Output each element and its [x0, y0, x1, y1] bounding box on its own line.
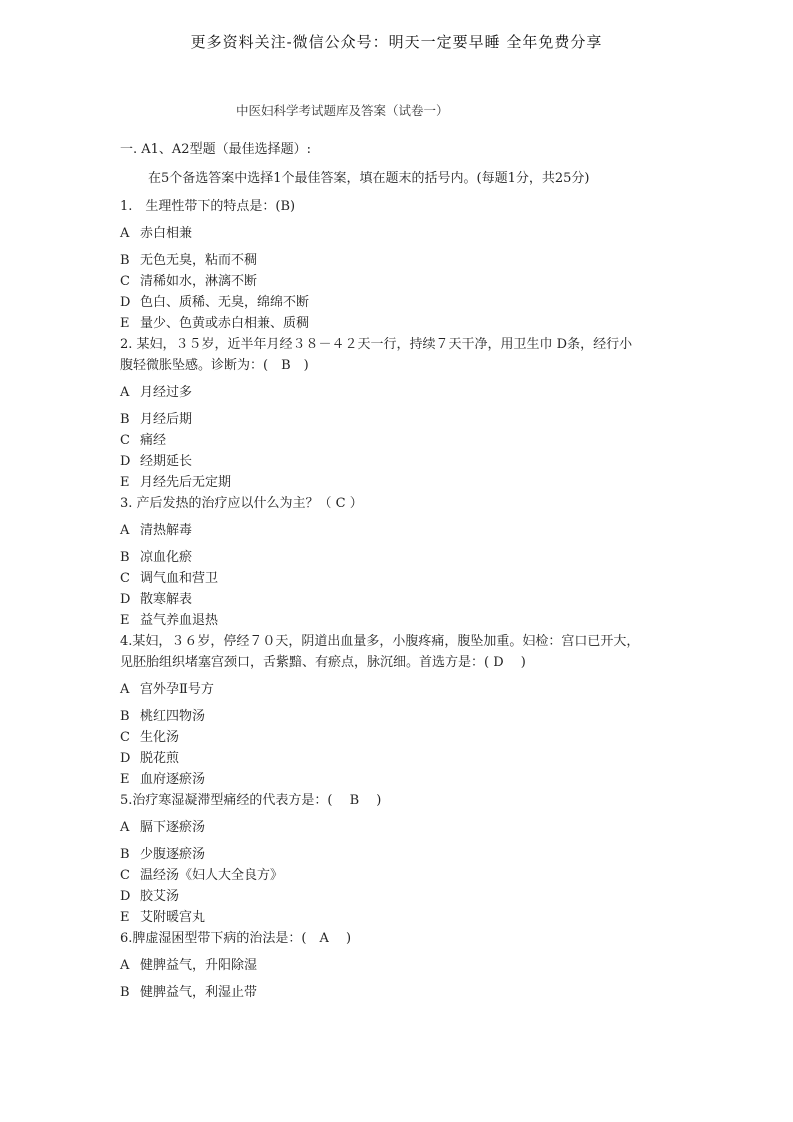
- option-letter: A: [120, 523, 130, 538]
- option-text: 调气血和营卫: [140, 571, 219, 586]
- answer-option: [120, 982, 680, 1003]
- option-letter: B: [120, 847, 130, 862]
- question-stem: 4.某妇，３６岁，停经７０天，阴道出血量多，小腹疼痛，腹坠加重。妇检：宫口已开大，: [120, 634, 640, 649]
- option-text: 量少、色黄或赤白相兼、质稠: [140, 316, 310, 331]
- question: [120, 334, 680, 493]
- answer-option: [120, 547, 680, 568]
- option-text: 桃红四物汤: [140, 709, 206, 724]
- answer-option: [120, 727, 680, 748]
- document-title: 中医妇科学考试题库及答案（试卷一）: [236, 104, 449, 118]
- question-stem: 3. 产后发热的治疗应以什么为主？（ C ）: [120, 496, 363, 511]
- answer-option: [120, 223, 680, 244]
- answer-option: [120, 472, 680, 493]
- option-text: 经期延长: [140, 454, 193, 469]
- option-text: 健脾益气，升阳除湿: [140, 958, 258, 973]
- question: [120, 493, 680, 631]
- option-letter: D: [120, 295, 131, 310]
- option-letter: D: [120, 889, 131, 904]
- option-text: 痛经: [140, 433, 167, 448]
- answer-option: [120, 589, 680, 610]
- answer-option: [120, 865, 680, 886]
- option-letter: E: [120, 910, 130, 925]
- option-text: 月经过多: [140, 385, 193, 400]
- answer-option: [120, 568, 680, 589]
- option-letter: B: [120, 985, 130, 1000]
- option-letter: C: [120, 433, 130, 448]
- option-text: 月经后期: [140, 412, 193, 427]
- instructions: 在5个备选答案中选择1个最佳答案，填在题末的括号内。(每题1分，共25分): [148, 171, 590, 186]
- option-text: 凉血化瘀: [140, 550, 193, 565]
- option-letter: A: [120, 385, 130, 400]
- answer-option: [120, 271, 680, 292]
- option-letter: D: [120, 592, 131, 607]
- question-stem: 6.脾虚湿困型带下病的治法是：( A ): [120, 931, 352, 946]
- question-stem: 5.治疗寒湿凝滞型痛经的代表方是：( B ): [120, 793, 382, 808]
- option-letter: D: [120, 454, 131, 469]
- answer-option: [120, 886, 680, 907]
- answer-option: [120, 430, 680, 451]
- option-letter: B: [120, 253, 130, 268]
- option-letter: E: [120, 316, 130, 331]
- option-text: 益气养血退热: [140, 613, 219, 628]
- option-letter: C: [120, 571, 130, 586]
- option-text: 胶艾汤: [140, 889, 180, 904]
- question: [120, 928, 680, 1003]
- option-text: 脱花煎: [140, 751, 180, 766]
- answer-option: [120, 292, 680, 313]
- answer-option: [120, 313, 680, 334]
- option-text: 生化汤: [140, 730, 180, 745]
- option-letter: A: [120, 226, 130, 241]
- option-letter: A: [120, 958, 130, 973]
- answer-option: [120, 679, 680, 700]
- option-text: 艾附暖宫丸: [140, 910, 206, 925]
- option-text: 无色无臭，粘而不稠: [140, 253, 258, 268]
- answer-option: [120, 409, 680, 430]
- answer-option: [120, 907, 680, 928]
- header-banner: 更多资料关注-微信公众号：明天一定要早睡 全年免费分享: [190, 33, 603, 51]
- option-text: 月经先后无定期: [140, 475, 232, 490]
- option-text: 赤白相兼: [140, 226, 193, 241]
- option-text: 散寒解表: [140, 592, 193, 607]
- answer-option: [120, 769, 680, 790]
- option-text: 少腹逐瘀汤: [140, 847, 206, 862]
- answer-option: [120, 382, 680, 403]
- option-letter: D: [120, 751, 131, 766]
- section-heading: 一. A1、A2型题（最佳选择题）:: [120, 142, 311, 157]
- answer-option: [120, 610, 680, 631]
- option-text: 血府逐瘀汤: [140, 772, 206, 787]
- option-text: 健脾益气，利湿止带: [140, 985, 258, 1000]
- option-letter: C: [120, 274, 130, 289]
- question-list: [120, 196, 680, 1003]
- option-letter: A: [120, 820, 130, 835]
- option-letter: E: [120, 613, 130, 628]
- answer-option: [120, 451, 680, 472]
- option-letter: E: [120, 772, 130, 787]
- answer-option: [120, 706, 680, 727]
- question: [120, 631, 680, 790]
- question-stem: 2. 某妇，３５岁，近半年月经３８－４２天一行，持续７天干净，用卫生巾 D条，经行小: [120, 337, 633, 352]
- question: [120, 196, 680, 334]
- option-letter: A: [120, 682, 130, 697]
- option-text: 清稀如水，淋漓不断: [140, 274, 258, 289]
- answer-option: [120, 844, 680, 865]
- answer-option: [120, 520, 680, 541]
- option-text: 宫外孕Ⅱ号方: [140, 682, 214, 697]
- option-letter: C: [120, 868, 130, 883]
- option-letter: C: [120, 730, 130, 745]
- option-letter: E: [120, 475, 130, 490]
- option-text: 膈下逐瘀汤: [140, 820, 206, 835]
- option-text: 清热解毒: [140, 523, 193, 538]
- answer-option: [120, 817, 680, 838]
- option-letter: B: [120, 709, 130, 724]
- question: [120, 790, 680, 928]
- option-letter: B: [120, 550, 130, 565]
- document-body: [120, 139, 680, 1003]
- question-stem: 1. 生理性带下的特点是：(B): [120, 199, 296, 214]
- option-text: 温经汤《妇人大全良方》: [140, 868, 284, 883]
- answer-option: [120, 955, 680, 976]
- question-stem: 腹轻微胀坠感。诊断为：( B ): [120, 358, 309, 373]
- option-text: 色白、质稀、无臭，绵绵不断: [140, 295, 310, 310]
- option-letter: B: [120, 412, 130, 427]
- answer-option: [120, 250, 680, 271]
- question-stem: 见胚胎组织堵塞宫颈口，舌紫黯、有瘀点，脉沉细。首选方是：( D ): [120, 655, 526, 670]
- answer-option: [120, 748, 680, 769]
